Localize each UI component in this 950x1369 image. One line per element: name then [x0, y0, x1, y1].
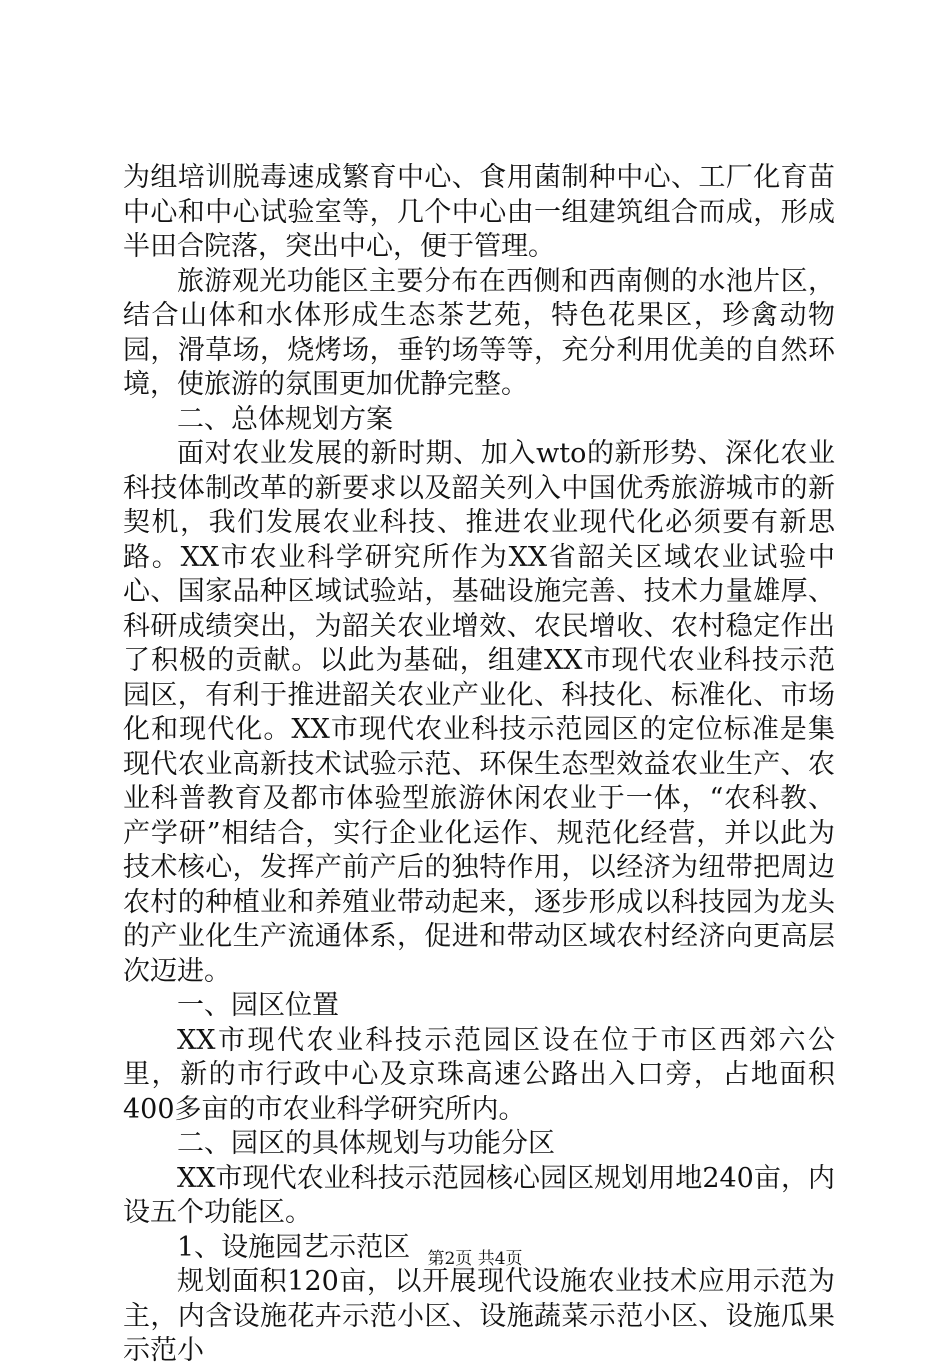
document-body [123, 161, 835, 1369]
section-heading: 1、设施园艺示范区 [177, 1231, 411, 1263]
paragraph: XX市现代农业科技示范园区设在位于市区西郊六公里，新的市行政中心及京珠高速公路出入口旁，占地面积400多亩的市农业科学研究所内。 [123, 1024, 835, 1125]
page-footer [0, 1244, 950, 1269]
paragraph: XX市现代农业科技示范园核心园区规划用地240亩，内设五个功能区。 [123, 1162, 835, 1228]
section-heading: 二、总体规划方案 [177, 403, 393, 435]
page-number-label: 第2页 共4页 [427, 1249, 523, 1269]
paragraph: 旅游观光功能区主要分布在西侧和西南侧的水池片区，结合山体和水体形成生态茶艺苑，特色花果区，珍禽动物园，滑草场，烧烤场，垂钓场等等，充分利用优美的自然环境，使旅游的氛围更加优静完整。 [123, 265, 835, 400]
section-heading: 二、园区的具体规划与功能分区 [177, 1128, 555, 1159]
paragraph: 面对农业发展的新时期、加入wto的新形势、深化农业科技体制改革的新要求以及韶关列入中国优秀旅游城市的新契机，我们发展农业科技、推进农业现代化必须要有新思路。XX市农业科学研究所作为XX省韶关区域农业试验中心、国家品种区域试验站，基础设施完善、技术力量雄厚、科研成绩突出，为韶关农业增效、农民增收、农村稳定作出了积极的贡献。以此为基础，组建XX市现代农业科技示范园区，有利于推进韶关农业产业化、科技化、标准化、市场化和现代化。XX市现代农业科技示范园区的定位标准是集现代农业高新技术试验示范、环保生态型效益农业生产、农业科普教育及都市体验型旅游休闲农业于一体，“农科教、产学研”相结合，实行企业化运作、规范化经营，并以此为技术核心，发挥产前产后的独特作用，以经济为纽带把周边农村的种植业和养殖业带动起来，逐步形成以科技园为龙头的产业化生产流通体系，促进和带动区域农村经济向更高层次迈进。 [123, 438, 835, 987]
section-heading: 一、园区位置 [177, 990, 339, 1021]
paragraph: 为组培训脱毒速成繁育中心、食用菌制种中心、工厂化育苗中心和中心试验室等，几个中心由一组建筑组合而成，形成半田合院落，突出中心，便于管理。 [123, 162, 835, 262]
paragraph: 规划面积120亩，以开展现代设施农业技术应用示范为主，内含设施花卉示范小区、设施蔬菜示范小区、设施瓜果示范小 [123, 1266, 835, 1366]
